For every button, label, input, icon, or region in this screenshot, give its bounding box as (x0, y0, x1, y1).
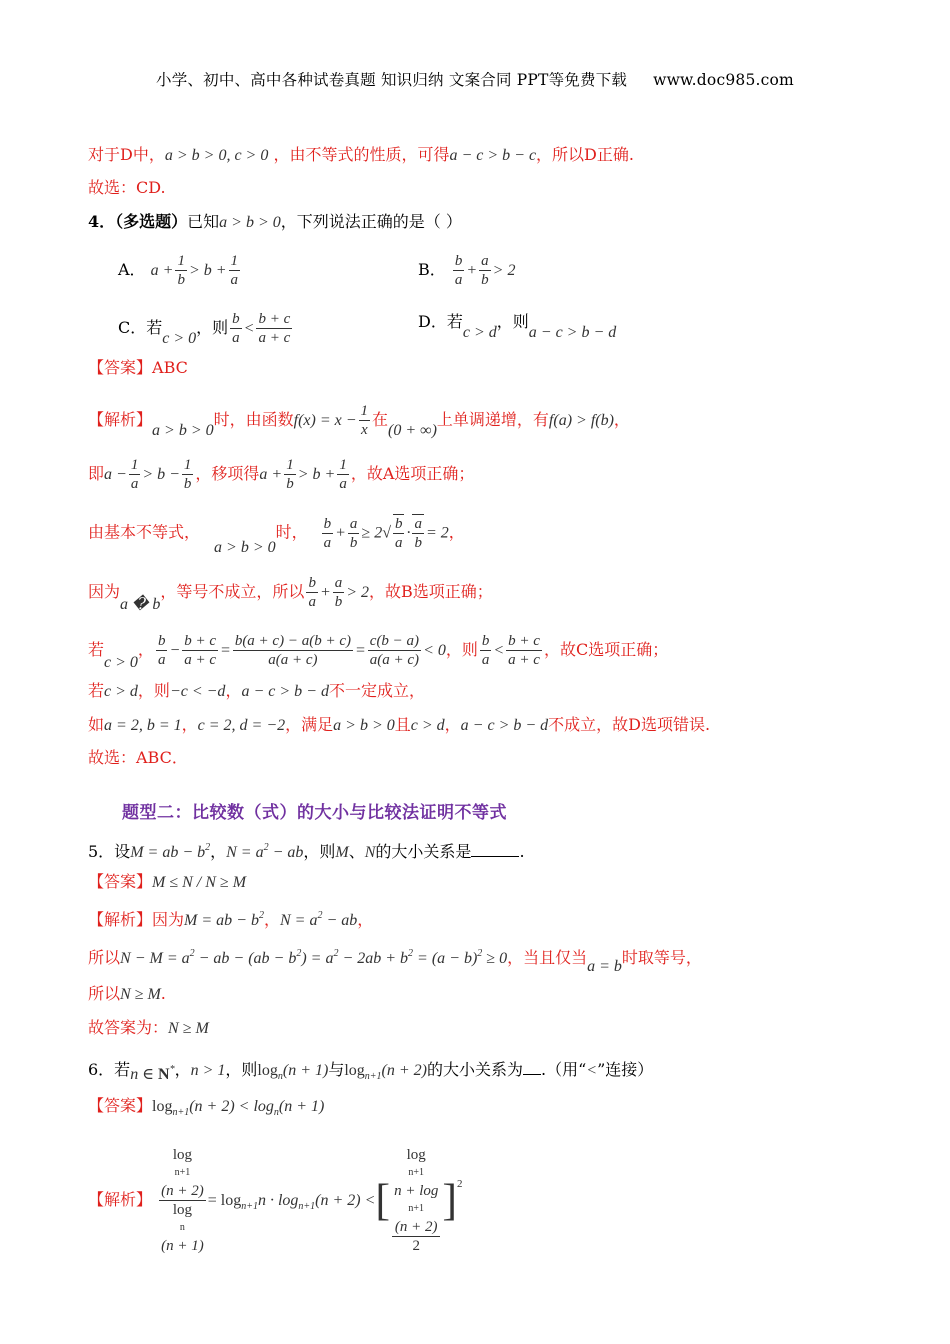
text: 所以 (88, 948, 121, 967)
text: ， (263, 910, 280, 929)
text: ，则 (225, 1060, 258, 1079)
math: f(x) = x − (293, 412, 357, 429)
math: < (586, 1062, 598, 1079)
analysis-6: 【解析】 log n+1 (n + 2) log n (n + 1) = $\log_{n+1}n \cdot \log_{n+1}(n + 2)$ <[ log n+1 n + log n+1 (n + 2) 2 ]$^2$ (88, 1147, 463, 1254)
text: ，故A选项正确； (350, 464, 475, 483)
answer-choice-line (88, 176, 910, 200)
math: a − c > b − c (449, 147, 537, 164)
option-label: A． (118, 260, 146, 279)
text: 若 (88, 681, 105, 700)
text: ，则 (445, 640, 478, 659)
text: ， (225, 681, 242, 700)
question-number: 5．设 (88, 842, 131, 861)
math: −c < −d (169, 683, 226, 700)
math: − ab (322, 912, 358, 929)
text: 、 (348, 842, 365, 861)
text: ，当且仅当 (507, 948, 588, 967)
math: N ≥ M (168, 1020, 209, 1037)
math: a > b > 0 (152, 422, 214, 439)
answer-blank (523, 1060, 541, 1075)
option-label: D．若 (418, 312, 463, 331)
analysis-5-line-2: 所以$N - M = a^2$ − ab − $(ab - b^2) = a^2 - 2ab + b^2 = (a - b)^2 \ge 0$，当且仅当a = b时取等号， (88, 948, 702, 975)
math: (n + 2) (161, 1183, 204, 1199)
math: − ab − (ab − b (194, 950, 297, 967)
math: c > 0 (162, 330, 197, 347)
math: f(a) > f(b) (548, 412, 614, 429)
question-4 (88, 210, 910, 235)
text: ， (210, 842, 227, 861)
analysis-label: 【解析】 (88, 1190, 153, 1209)
analysis-5-line-3 (88, 982, 910, 1007)
header-text: 小学、初中、高中各种试卷真题 知识归纳 文案合同 PPT等免费下载 (156, 71, 628, 89)
text: 与 (328, 1060, 345, 1079)
math: c > d (410, 717, 445, 734)
answer-label: 【答案】 (88, 872, 153, 891)
math: a = b (587, 958, 622, 975)
math: (n + 1) (278, 1098, 325, 1115)
header-site: www.doc985.com (653, 71, 794, 89)
text: 不成立，故D选项错误. (548, 715, 711, 734)
analysis-label: 【解析】 (88, 910, 153, 929)
math: (n + 2) < log (189, 1098, 274, 1115)
analysis-line-6 (88, 679, 910, 704)
text: 的大小关系是 (375, 842, 472, 861)
answer-label: 【答案】 (88, 358, 153, 377)
math: log (257, 1062, 278, 1079)
answer-6 (88, 1094, 910, 1125)
text: ， (613, 410, 630, 429)
math: n+1 (174, 1167, 191, 1178)
analysis-line-2: 即a − $\frac{1}{a}$ > b − $\frac{1}{b}$ ，移项得a + $\frac{1}{b}$ > b + $\frac{1}{a}$ ，故A选项正确； (88, 457, 475, 492)
text: 如 (88, 715, 105, 734)
math: a > b > 0 (214, 538, 276, 556)
text: ， (174, 1060, 191, 1079)
answer-label: 【答案】 (88, 1096, 153, 1115)
math: n+1 (172, 1107, 190, 1118)
analysis-line-7 (88, 713, 910, 738)
math: a = 2, b = 1 (104, 717, 182, 734)
math: c > 0 (104, 654, 138, 671)
analysis-5-line-1: 【解析】因为M = ab − $b^2$，$N = a^2$ − ab， (88, 910, 374, 929)
math: a � b (120, 596, 161, 613)
math: c > d (462, 324, 497, 341)
math: N (158, 1066, 170, 1083)
text: ， (137, 640, 154, 659)
text: ， (181, 715, 198, 734)
text: 若 (88, 640, 105, 659)
question-number: 4． (88, 212, 116, 231)
text: ，故B选项正确； (369, 582, 493, 601)
math: a − c > b − d (241, 683, 329, 700)
math: ≥ 0 (482, 950, 508, 967)
text: 的大小关系为 (427, 1060, 524, 1079)
text: . (160, 984, 166, 1003)
text: ，满足 (285, 715, 334, 734)
text: ，则 (137, 681, 170, 700)
math: a > b > 0 (333, 717, 395, 734)
text: ，移项得 (195, 464, 260, 483)
question-number: 6．若 (88, 1060, 131, 1079)
analysis-line-3: 由基本不等式，a > b > 0时， $\frac{b}{a}$ + $\frac{a}{b}$ ≥ 2√ $\frac{b}{a}$ · $\frac{a}{b}$ = 2， (88, 515, 465, 556)
text: 即 (88, 464, 105, 483)
math: n (179, 1222, 185, 1233)
text: 由基本不等式， (88, 522, 201, 542)
text: 故选：ABC． (88, 748, 188, 767)
text: 因为 (88, 582, 121, 601)
text: 在 (372, 410, 389, 429)
text: ，则 (303, 842, 336, 861)
math: − 2ab + b (338, 950, 409, 967)
text: 所以 (88, 984, 121, 1003)
math: N = a (226, 844, 264, 861)
math: n (273, 1107, 279, 1118)
text: 时，由函数 (213, 410, 294, 429)
math: (n + 2) < (315, 1192, 376, 1209)
math: log (220, 1192, 242, 1209)
text: .（用“ (541, 1060, 587, 1079)
math: n + log (394, 1183, 439, 1199)
text: 对于D中， (88, 145, 165, 164)
math: n > 1 (190, 1062, 226, 1079)
math: (n + 2) (381, 1062, 427, 1079)
math: * (169, 1064, 175, 1075)
math: M (335, 844, 349, 861)
math: = (a − b) (413, 950, 478, 967)
section-title: 题型二：比较数（式）的大小与比较法证明不等式 (122, 803, 507, 823)
math: n+1 (408, 1167, 425, 1178)
text: ， (357, 910, 374, 929)
text: 不一定成立， (328, 681, 425, 700)
math: c > d (104, 683, 138, 700)
math: − ab (268, 844, 304, 861)
analysis-5-line-4 (88, 1016, 910, 1041)
math: M = ab − b (184, 912, 259, 929)
math: n · log (257, 1192, 299, 1209)
math: log (344, 1062, 365, 1079)
math: a − c > b − d (528, 324, 617, 341)
math: N = a (279, 912, 318, 929)
math: a > b > 0, c > 0 (164, 147, 269, 164)
math: log (152, 1098, 173, 1115)
answer-value: M ≤ N / N ≥ M (152, 874, 247, 891)
option-label: B． (418, 260, 446, 279)
text: ，下列说法正确的是（ ） (280, 212, 462, 231)
text: 上单调递增，有 (436, 410, 549, 429)
math: 2 (412, 1238, 420, 1254)
text: ， (444, 715, 461, 734)
answer-5 (88, 870, 910, 895)
math: n+1 (364, 1071, 382, 1082)
math: N (364, 844, 376, 861)
analysis-line-8 (88, 746, 910, 770)
text: ，由不等式的性质，可得 (273, 145, 450, 164)
math: log (406, 1147, 426, 1163)
math: n+1 (241, 1201, 258, 1212)
text: 时取等号， (621, 948, 702, 967)
option-a: A． a + $\frac{1}{b}$ > b + $\frac{1}{a}$ (118, 253, 239, 288)
page-header (0, 68, 950, 90)
question-5: 5．设M = ab − $b^2$，$N = a^2$ − ab，则M、N的大小关系是 . (88, 842, 525, 861)
math: n (277, 1071, 283, 1082)
text: ，故C选项正确； (543, 640, 669, 659)
option-b: B． $\frac{b}{a}$ + $\frac{a}{b}$ > 2 (418, 253, 516, 288)
analysis-line-4: 因为a � b，等号不成立，所以 $\frac{b}{a}$ + $\frac{a}{b}$ > 2，故B选项正确； (88, 575, 493, 613)
answer-value: ABC (152, 358, 188, 377)
text: 已知 (187, 212, 220, 231)
analysis-line-5: 若c > 0， $\frac{b}{a}$ − $\frac{b + c}{a + c}$ = $\frac{b(a + c) - a(b + c)}{a(a + c)}$ = $\frac{c(b - a)}{a(a + c)}$ < 0，则 $\frac{b}{a}$ < $\frac{b + c}{a + c}$ ，故C选项正确； (88, 633, 669, 671)
answer-blank (471, 842, 519, 857)
math: (n + 2) (394, 1219, 438, 1235)
math: (0 + ∞) (388, 422, 437, 439)
text: ， (448, 522, 465, 542)
math: ) = a (301, 950, 334, 967)
text: 时， (275, 522, 308, 542)
text: 故答案为： (88, 1018, 169, 1037)
math: N ≥ M (120, 986, 161, 1003)
question-6 (88, 1054, 910, 1089)
question-tag: （多选题） (115, 212, 188, 231)
math: 2 (457, 1178, 463, 1190)
math: c = 2, d = −2 (197, 717, 286, 734)
analysis-label: 【解析】 (88, 410, 153, 429)
solution-line-d (88, 143, 910, 168)
text: 因为 (152, 910, 185, 929)
option-c: C．若c > 0，则 $\frac{b}{a}$ < $\frac{b + c}{a + c}$ (118, 311, 291, 347)
math: (n + 1) (161, 1238, 204, 1254)
math: n+1 (298, 1201, 316, 1212)
text: ”连接） (597, 1060, 654, 1079)
text: ，则 (196, 318, 229, 337)
text: 故选：CD. (88, 178, 166, 197)
option-label: C．若 (118, 318, 163, 337)
math: (n + 1) (282, 1062, 329, 1079)
math: n ∈ (130, 1066, 159, 1083)
math: M = ab − b (130, 844, 206, 861)
text: . (519, 842, 525, 861)
math: a > b > 0 (219, 214, 281, 231)
text: ，所以D正确. (536, 145, 634, 164)
text: 且 (394, 715, 411, 734)
analysis-line-1: 【解析】a > b > 0时，由函数f(x) = x − $\frac{1}{x}$ 在(0 + ∞)上单调递增，有f(a) > f(b)， (88, 403, 630, 439)
answer-4 (88, 356, 910, 380)
text: ，等号不成立，所以 (160, 582, 305, 601)
math: N − M = a (120, 950, 190, 967)
math: log (172, 1147, 192, 1163)
math: log (172, 1202, 192, 1218)
math: n+1 (408, 1203, 425, 1214)
option-d (418, 310, 617, 341)
text: ，则 (496, 312, 529, 331)
math: a − c > b − d (460, 717, 549, 734)
